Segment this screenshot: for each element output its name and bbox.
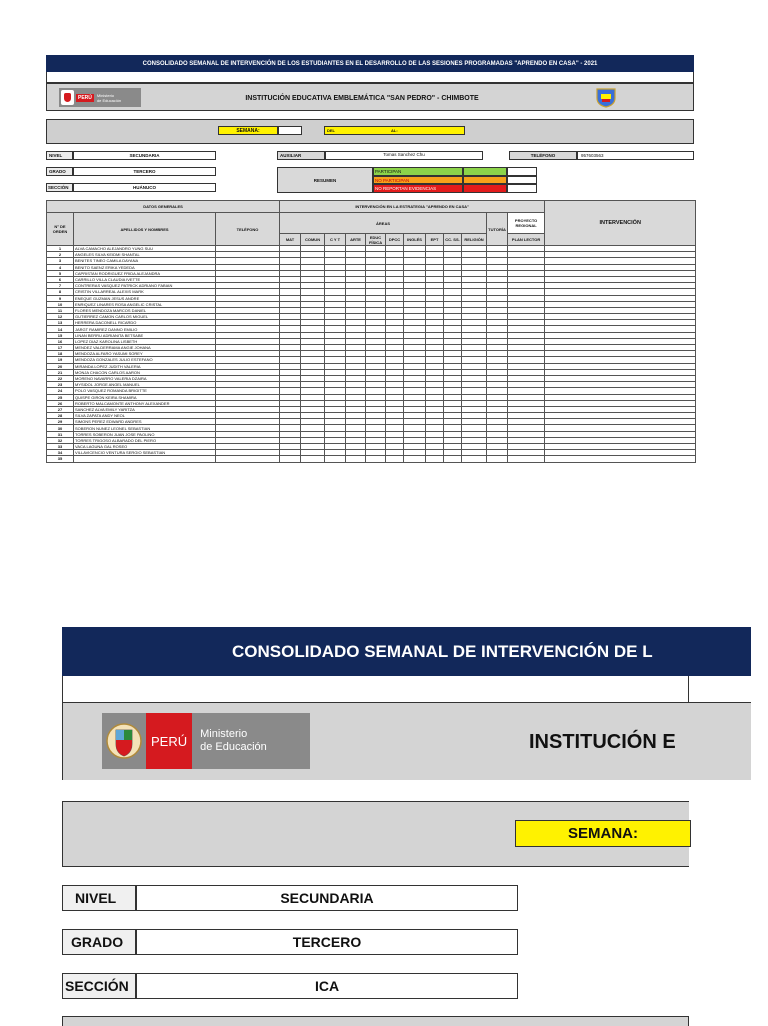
row-number: 5 <box>47 270 74 276</box>
row-number: 31 <box>47 431 74 437</box>
table-row <box>47 456 696 462</box>
row-number: 4 <box>47 264 74 270</box>
telefono-label: TELÉFONO <box>509 151 577 160</box>
zoom-title-spacer <box>62 676 689 702</box>
area-col-header: RELIGIÓN <box>462 234 487 246</box>
total-no-evidencias <box>507 184 537 193</box>
zoom-title-text: CONSOLIDADO SEMANAL DE INTERVENCIÓN DE L <box>232 641 653 661</box>
student-name: FLORES MENDOZA MARCOS DANIEL <box>74 307 216 313</box>
nivel-value: SECUNDARIA <box>73 151 216 160</box>
area-col-header: INGLÉS <box>404 234 426 246</box>
grado-label: GRADO <box>46 167 73 176</box>
zoom-institution-band <box>62 702 751 780</box>
zoom-seccion-label <box>62 973 136 999</box>
seccion-value: HUÁNUCO <box>73 183 216 192</box>
plan-lector-header: PLAN LECTOR <box>508 234 545 246</box>
row-number: 10 <box>47 301 74 307</box>
student-name: ANGELES SILVA KEIDMI SHANTAL <box>74 252 216 258</box>
student-name: MIRANDA LOPEZ JUDITH VALERIA <box>74 363 216 369</box>
orden-header: N° DE ORDEN <box>47 213 74 246</box>
row-number: 13 <box>47 320 74 326</box>
row-number: 32 <box>47 437 74 443</box>
seccion-label: SECCIÓN <box>46 183 73 192</box>
areas-header: ÁREAS <box>280 213 487 234</box>
student-name: TORRES TRIGOSO ALBARADO DEL PIERO <box>74 437 216 443</box>
student-name: POLO VASQUEZ ROMANDA BRIGITTE <box>74 388 216 394</box>
student-name: MENDOZA ALFARO YASUMI SOREY <box>74 351 216 357</box>
student-name: CARRILLO VILLA CLAUDIA IVETTE <box>74 276 216 282</box>
datos-generales-header: DATOS GENERALES <box>47 201 280 213</box>
zoom-logo-peru-text: PERÚ <box>146 713 192 769</box>
total-participan <box>507 167 537 176</box>
student-name: LOPEZ DIAZ KAROLINA LISBETH <box>74 338 216 344</box>
grado-value: TERCERO <box>73 167 216 176</box>
semana-label: SEMANA: <box>218 126 278 135</box>
student-name: ENRIQUEZ LINARES ROSA ANGELIC CRISTAL <box>74 301 216 307</box>
student-name: LINAN BERRU ADRIANITA BETSABE <box>74 332 216 338</box>
row-number: 11 <box>47 307 74 313</box>
table-cell[interactable] <box>366 456 386 462</box>
row-number: 19 <box>47 357 74 363</box>
student-name: MORENO NAVARRO VALERIA DZAIRA <box>74 375 216 381</box>
student-name: SOBERON NUNEZ LEONEL SEBASTIAN <box>74 425 216 431</box>
student-name: MENDOZA GONZALES JULIO ESTEFANO <box>74 357 216 363</box>
logo-ministerio-text: Ministerio <box>96 92 115 98</box>
zoom-semana-label <box>515 820 691 847</box>
student-name: ALVA CAMACHO ALEJANDRO YUNG SUU <box>74 246 216 252</box>
student-name: MONJA CHACON CARLOS AARON <box>74 369 216 375</box>
row-number: 34 <box>47 450 74 456</box>
row-number: 18 <box>47 351 74 357</box>
school-crest-icon <box>595 87 617 108</box>
area-col-header: ARTE <box>346 234 366 246</box>
row-number: 33 <box>47 444 74 450</box>
row-number: 29 <box>47 419 74 425</box>
zoom-nivel-label <box>62 885 136 911</box>
logo-peru-text: PERÚ <box>78 94 92 101</box>
zoom-seccion-value-text: ICA <box>314 978 340 994</box>
student-name: CONTRERAS VASQUEZ PATRICK ADRIANO FABIAN <box>74 283 216 289</box>
student-name: SANCHEZ ALVA EMILY YARITZA <box>74 406 216 412</box>
student-name: CRISTIN VILLARREAL ALEXIS MARK <box>74 289 216 295</box>
row-number: 35 <box>47 456 74 462</box>
row-number: 1 <box>47 246 74 252</box>
ministry-logo <box>59 88 141 107</box>
institution-name: INSTITUCIÓN EDUCATIVA EMBLEMÁTICA "SAN PEDRO" - CHIMBOTE <box>245 94 479 102</box>
peru-shield-icon <box>61 90 74 105</box>
zoom-peru-shield-icon <box>106 720 142 762</box>
al-label: AL: <box>391 128 398 133</box>
row-number: 24 <box>47 388 74 394</box>
zoom-seccion-value <box>136 973 518 999</box>
semana-field[interactable] <box>278 126 302 135</box>
apellidos-header: APELLIDOS Y NOMBRES <box>74 213 216 246</box>
table-cell[interactable] <box>404 456 426 462</box>
table-cell[interactable] <box>426 456 444 462</box>
count-participan <box>463 167 507 176</box>
legend-no-evidencias: NO REPORTAN EVIDENCIAS <box>373 184 463 193</box>
student-name: MYSIDOL JORGE ANGEL MANUEL <box>74 382 216 388</box>
zoom-grado-label <box>62 929 136 955</box>
student-name <box>74 456 216 462</box>
student-name: ROBERTO MALCAMONTE ANTHONY ALEXANDER <box>74 400 216 406</box>
table-cell[interactable] <box>216 456 280 462</box>
zoom-logo-educacion-text: de Educación <box>200 741 267 753</box>
total-no-participan <box>507 176 537 184</box>
row-number: 6 <box>47 276 74 282</box>
row-number: 21 <box>47 369 74 375</box>
row-number: 15 <box>47 332 74 338</box>
tutoria-header: TUTORÍA <box>487 213 508 246</box>
table-cell[interactable] <box>508 456 545 462</box>
zoom-nivel-value-text: SECUNDARIA <box>280 890 374 906</box>
row-number: 28 <box>47 413 74 419</box>
table-cell[interactable] <box>545 456 696 462</box>
row-number: 25 <box>47 394 74 400</box>
student-name: ENEQUE GUZMAN JESUS ANDRE <box>74 295 216 301</box>
row-number: 7 <box>47 283 74 289</box>
student-name: HERRERA DACONELL RICARDO <box>74 320 216 326</box>
row-number: 12 <box>47 314 74 320</box>
student-name: CAPRISTAN RODRIGUEZ FRIDA ALEJANDRA <box>74 270 216 276</box>
table-cell[interactable] <box>325 456 346 462</box>
zoom-title <box>62 627 751 676</box>
nivel-label: NIVEL <box>46 151 73 160</box>
zoom-institution-text: INSTITUCIÓN E <box>529 730 676 753</box>
table-cell[interactable] <box>462 456 487 462</box>
area-col-header: MAT <box>280 234 301 246</box>
table-cell[interactable] <box>487 456 508 462</box>
auxiliar-value: Tomas Sanchez Chu <box>325 151 483 160</box>
row-number: 22 <box>47 375 74 381</box>
legend-no-participan: NO PARTICIPAN <box>373 176 463 184</box>
telefono-header: TELÉFONO <box>216 213 280 246</box>
zoom-ministry-logo <box>102 713 310 769</box>
student-name: VILLAVICENCIO VENTURA SERGIO SEBASTIAN <box>74 450 216 456</box>
auxiliar-label: AUXILIAR <box>277 151 325 160</box>
row-number: 17 <box>47 345 74 351</box>
row-number: 23 <box>47 382 74 388</box>
area-col-header: C Y T <box>325 234 346 246</box>
zoom-semana-band <box>62 801 689 867</box>
student-name: SILVA ZAPATA ANDY NEOL <box>74 413 216 419</box>
student-name: BENITO SAENZ ERIKA YEDEDA <box>74 264 216 270</box>
zoom-nivel-label-text: NIVEL <box>75 890 117 906</box>
logo-educacion-text: de Educación <box>96 97 122 103</box>
zoom-institution-name <box>529 703 752 781</box>
zoom-bottom-band <box>62 1016 689 1026</box>
area-col-header: EDUC FÍSICA <box>366 234 386 246</box>
area-col-header: EPT <box>426 234 444 246</box>
title-spacer <box>46 72 694 83</box>
student-name: BENITES TINEO CAMILA DAYANA <box>74 258 216 264</box>
row-number: 16 <box>47 338 74 344</box>
del-label: DEL <box>327 128 335 133</box>
table-cell[interactable] <box>386 456 404 462</box>
zoom-logo-ministerio-text: Ministerio <box>200 728 248 740</box>
table-cell[interactable] <box>301 456 325 462</box>
row-number: 26 <box>47 400 74 406</box>
count-no-evidencias <box>463 184 507 193</box>
institution-band <box>46 83 694 111</box>
zoom-grado-label-text: GRADO <box>71 934 124 950</box>
zoom-grado-value-text: TERCERO <box>292 934 362 950</box>
zoom-nivel-value <box>136 885 518 911</box>
semana-band <box>46 119 694 144</box>
count-no-participan <box>463 176 507 184</box>
student-name: MENDEZ VALDERRAMA ANGIE JOHANA <box>74 345 216 351</box>
zoom-seccion-label-text: SECCIÓN <box>65 978 129 994</box>
legend-participan: PARTICIPAN <box>373 167 463 176</box>
table-cell[interactable] <box>280 456 301 462</box>
row-number: 20 <box>47 363 74 369</box>
student-name: GUTIERREZ CAMON CARLOS MIGUEL <box>74 314 216 320</box>
row-number: 30 <box>47 425 74 431</box>
student-name: VACA LAGUNA GAL ROSEO <box>74 444 216 450</box>
student-name: JARGT RAMIREZ DANNO EMILIO <box>74 326 216 332</box>
student-name: SIMONS PEREZ EDWARD ANDRES <box>74 419 216 425</box>
student-name: TORRES SOBERON JUAN JOSE PAOLINO <box>74 431 216 437</box>
row-number: 14 <box>47 326 74 332</box>
table-cell[interactable] <box>444 456 462 462</box>
area-col-header: DPCC <box>386 234 404 246</box>
row-number: 27 <box>47 406 74 412</box>
area-col-header: COMUN <box>301 234 325 246</box>
row-number: 2 <box>47 252 74 258</box>
students-table <box>46 200 696 463</box>
resumen-label: RESUMEN <box>277 167 373 193</box>
table-cell[interactable] <box>346 456 366 462</box>
intervencion-header: INTERVENCIÓN <box>545 201 696 246</box>
row-number: 8 <box>47 289 74 295</box>
date-range-field[interactable] <box>324 126 465 135</box>
document-title: CONSOLIDADO SEMANAL DE INTERVENCIÓN DE LOS ESTUDIANTES EN EL DESARROLLO DE LAS SESIONES PROGRAMADAS "APRENDO EN CASA" - 2021 <box>46 55 694 72</box>
student-name: QUISPE GIRON KEIRA SHAMIRA <box>74 394 216 400</box>
area-col-header: CC. SS. <box>444 234 462 246</box>
row-number: 3 <box>47 258 74 264</box>
intervencion-estrategia-header: INTERVENCIÓN EN LA ESTRATEGIA "APRENDO EN CASA" <box>280 201 545 213</box>
proyecto-header: PROYECTO REGIONAL <box>508 213 545 234</box>
zoom-grado-value <box>136 929 518 955</box>
row-number: 9 <box>47 295 74 301</box>
zoom-semana-label-text: SEMANA: <box>568 825 638 842</box>
telefono-value: 957603563 <box>577 151 694 160</box>
